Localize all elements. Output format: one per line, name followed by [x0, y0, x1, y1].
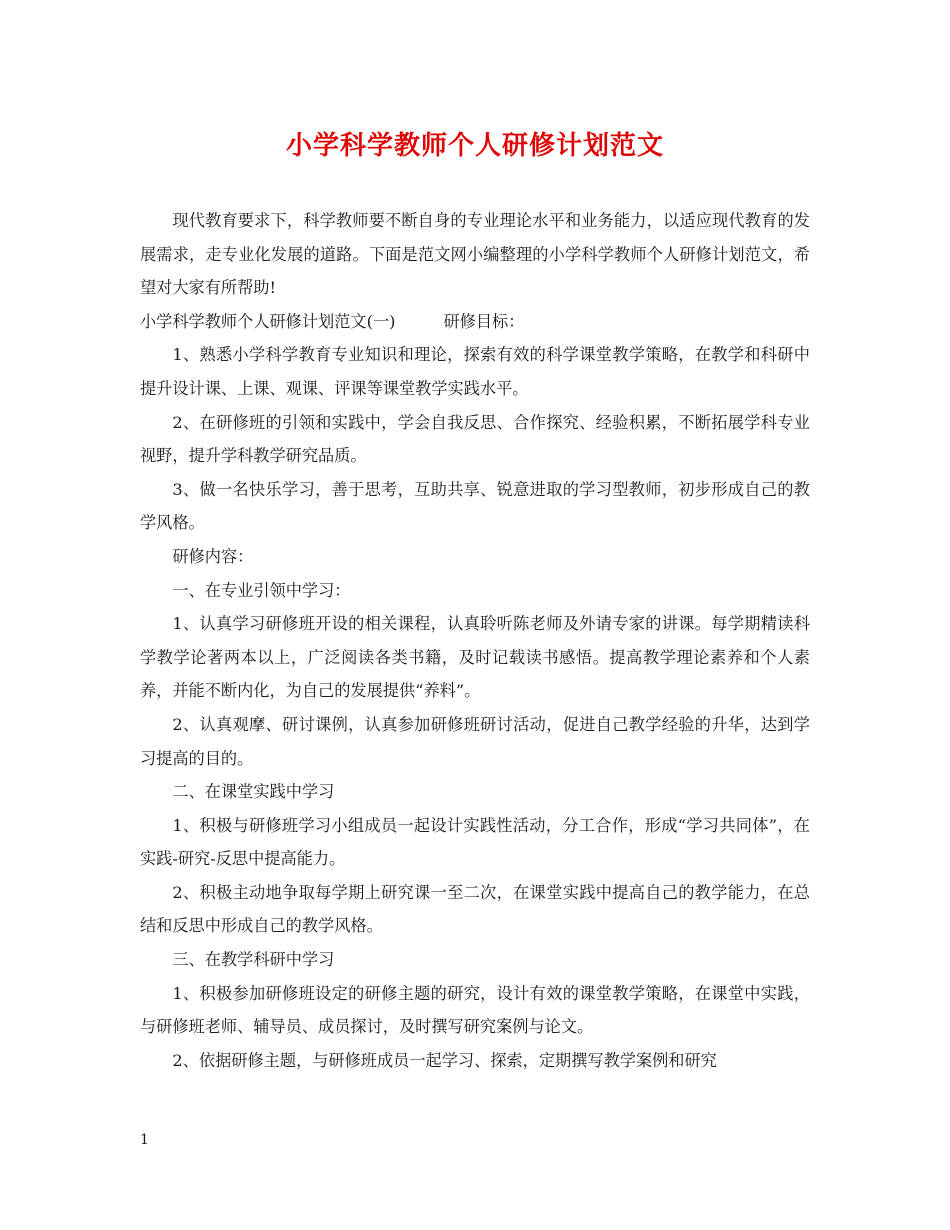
goal-item: 2、在研修班的引领和实践中，学会自我反思、合作探究、经验积累，不断拓展学科专业视野，提升学科教学研究品质。	[140, 412, 810, 466]
section-heading-line	[140, 305, 810, 339]
document-body	[140, 204, 810, 1077]
page-number: 1	[140, 1132, 149, 1148]
part2-heading: 二、在课堂实践中学习	[172, 782, 335, 802]
part1-item: 2、认真观摩、研讨课例，认真参加研修班研讨活动，促进自己教学经验的升华，达到学习提高的目的。	[140, 714, 810, 768]
intro-paragraph: 现代教育要求下，科学教师要不断自身的专业理论水平和业务能力，以适应现代教育的发展需求，走专业化发展的道路。下面是范文网小编整理的小学科学教师个人研修计划范文，希望对大家有所帮助!	[140, 211, 810, 298]
part2-item: 1、积极与研修班学习小组成员一起设计实践性活动，分工合作，形成“学习共同体”，在实践-研究-反思中提高能力。	[140, 815, 810, 869]
part2-item: 2、积极主动地争取每学期上研究课一至二次，在课堂实践中提高自己的教学能力，在总结和反思中形成自己的教学风格。	[140, 882, 810, 936]
part3-heading: 三、在教学科研中学习	[172, 950, 335, 970]
goal-item: 3、做一名快乐学习，善于思考，互助共享、锐意进取的学习型教师，初步形成自己的教学风格。	[140, 479, 810, 533]
part1-item: 1、认真学习研修班开设的相关课程，认真聆听陈老师及外请专家的讲课。每学期精读科学教学论著两本以上，广泛阅读各类书籍，及时记载读书感悟。提高教学理论素养和个人素养，并能不断内化，为自己的发展提供“养料”。	[140, 614, 810, 701]
goal-item: 1、熟悉小学科学教育专业知识和理论，探索有效的科学课堂教学策略，在教学和科研中提升设计课、上课、观课、评课等课堂教学实践水平。	[140, 345, 810, 398]
section-heading: 小学科学教师个人研修计划范文(一)	[140, 311, 396, 331]
part3-item: 1、积极参加研修班设定的研修主题的研究，设计有效的课堂教学策略，在课堂中实践，与研修班老师、辅导员、成员探讨，及时撰写研究案例与论文。	[140, 983, 810, 1037]
goal-heading: 研修目标：	[443, 311, 525, 331]
part1-heading: 一、在专业引领中学习：	[172, 580, 351, 600]
part3-item: 2、依据研修主题，与研修班成员一起学习、探索，定期撰写教学案例和研究	[172, 1050, 717, 1070]
document-title: 小学科学教师个人研修计划范文	[285, 131, 664, 161]
content-heading: 研修内容：	[172, 546, 254, 566]
